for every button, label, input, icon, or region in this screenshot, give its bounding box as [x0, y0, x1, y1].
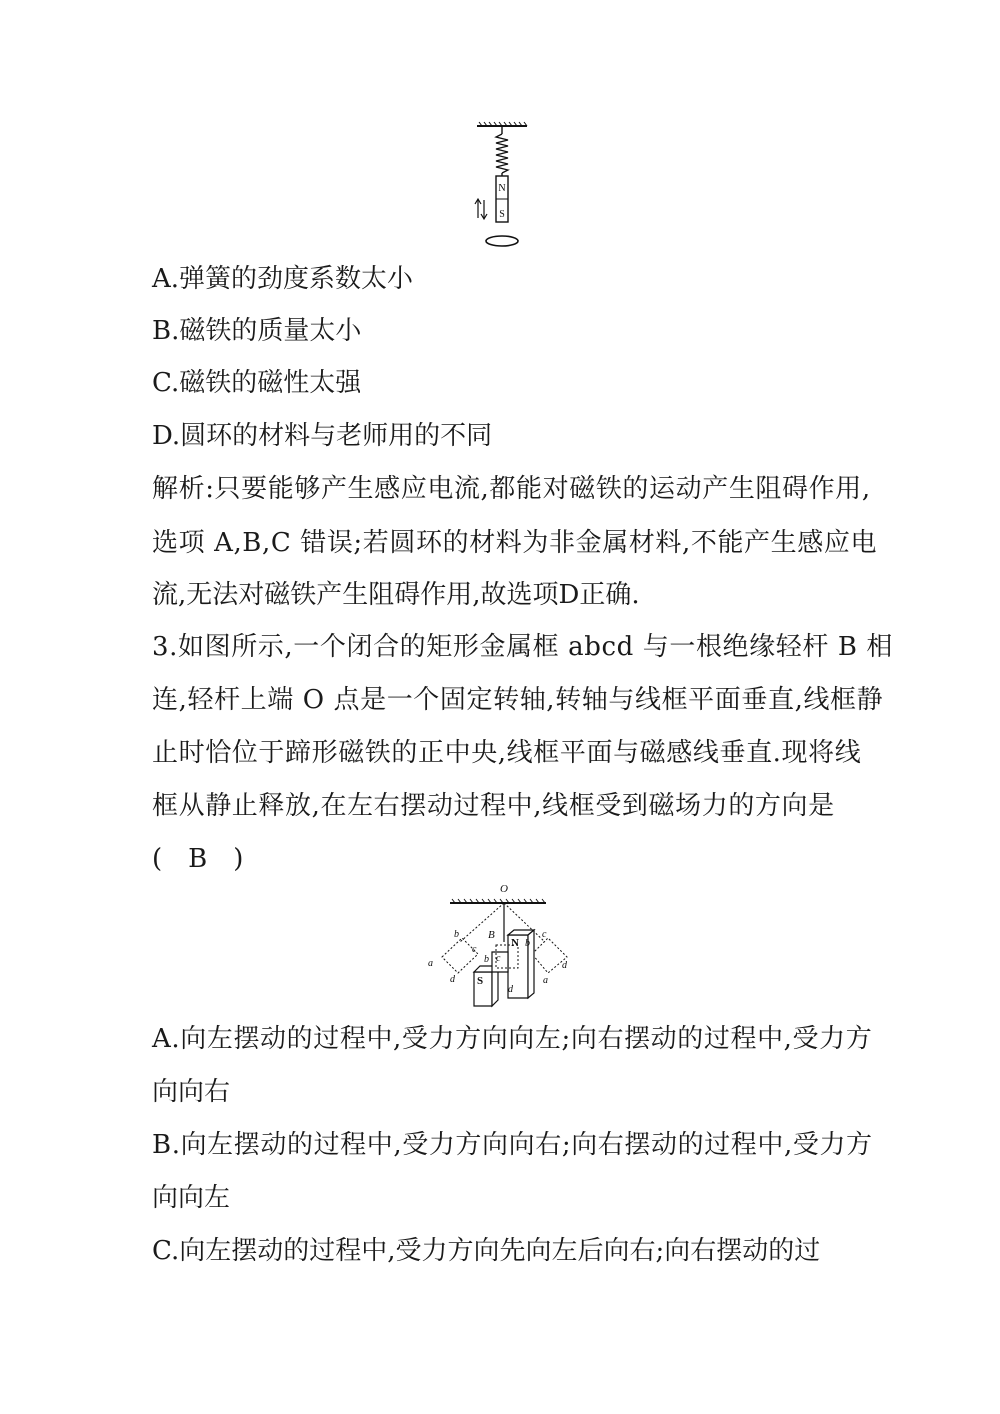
metal-ring — [486, 236, 518, 246]
magnet-north-label: N — [498, 183, 506, 194]
q3-option-a-line-1: A.向左摆动的过程中,受力方向向左;向右摆动的过程中,受力方 — [152, 1024, 873, 1054]
corner-c-left: c — [472, 944, 477, 955]
magnet-south-label: S — [499, 209, 505, 220]
corner-c-mid: c — [496, 953, 501, 964]
corner-d-right: d — [562, 960, 567, 971]
q3-stem-line-3: 止时恰位于蹄形磁铁的正中央,线框平面与磁感线垂直.现将线 — [152, 738, 862, 768]
pivot-label-o: O — [500, 883, 508, 895]
magnet-n-label: N — [511, 937, 519, 949]
q3-option-b-line-2: 向向左 — [152, 1183, 231, 1213]
q3-stem-line-4: 框从静止释放,在左右摆动过程中,线框受到磁场力的方向是 — [152, 791, 835, 821]
corner-c-right: c — [542, 929, 547, 940]
spring — [496, 134, 508, 173]
corner-a-right: a — [543, 975, 548, 986]
q2-option-a: A.弹簧的劲度系数太小 — [152, 264, 414, 294]
q3-option-c-line-1: C.向左摆动的过程中,受力方向先向左后向右;向右摆动的过 — [152, 1236, 821, 1266]
q2-option-d: D.圆环的材料与老师用的不同 — [152, 421, 493, 451]
q3-option-a-line-2: 向向右 — [152, 1077, 231, 1107]
q2-option-c: C.磁铁的磁性太强 — [152, 368, 362, 398]
corner-b-mid: b — [484, 954, 489, 965]
q2-option-b: B.磁铁的质量太小 — [152, 316, 362, 346]
spring-magnet-figure — [465, 120, 545, 250]
q3-option-b-line-1: B.向左摆动的过程中,受力方向向右;向右摆动的过程中,受力方 — [152, 1130, 873, 1160]
corner-b-right: b — [525, 938, 530, 949]
q2-analysis-line-2: 选项 A,B,C 错误;若圆环的材料为非金属材料,不能产生感应电 — [152, 528, 878, 558]
q3-stem-line-1: 3.如图所示,一个闭合的矩形金属框 abcd 与一根绝缘轻杆 B 相 — [152, 632, 893, 662]
corner-b-left: b — [454, 929, 459, 940]
corner-d-mid: d — [508, 984, 513, 995]
corner-a-left: a — [428, 958, 433, 969]
q3-stem-line-2: 连,轻杆上端 O 点是一个固定转轴,转轴与线框平面垂直,线框静 — [152, 685, 884, 715]
q3-answer-bracket: ( B ) — [152, 844, 244, 874]
up-down-arrows-icon — [475, 199, 487, 219]
rod-label-b: B — [488, 929, 495, 941]
q2-analysis-line-1: 解析:只要能够产生感应电流,都能对磁铁的运动产生阻碍作用, — [152, 474, 871, 504]
magnet-s-label: S — [477, 975, 484, 987]
q2-analysis-line-3: 流,无法对磁铁产生阻碍作用,故选项D正确. — [152, 580, 640, 610]
swinging-frame-figure — [422, 880, 582, 1010]
corner-d-left: d — [450, 974, 455, 985]
